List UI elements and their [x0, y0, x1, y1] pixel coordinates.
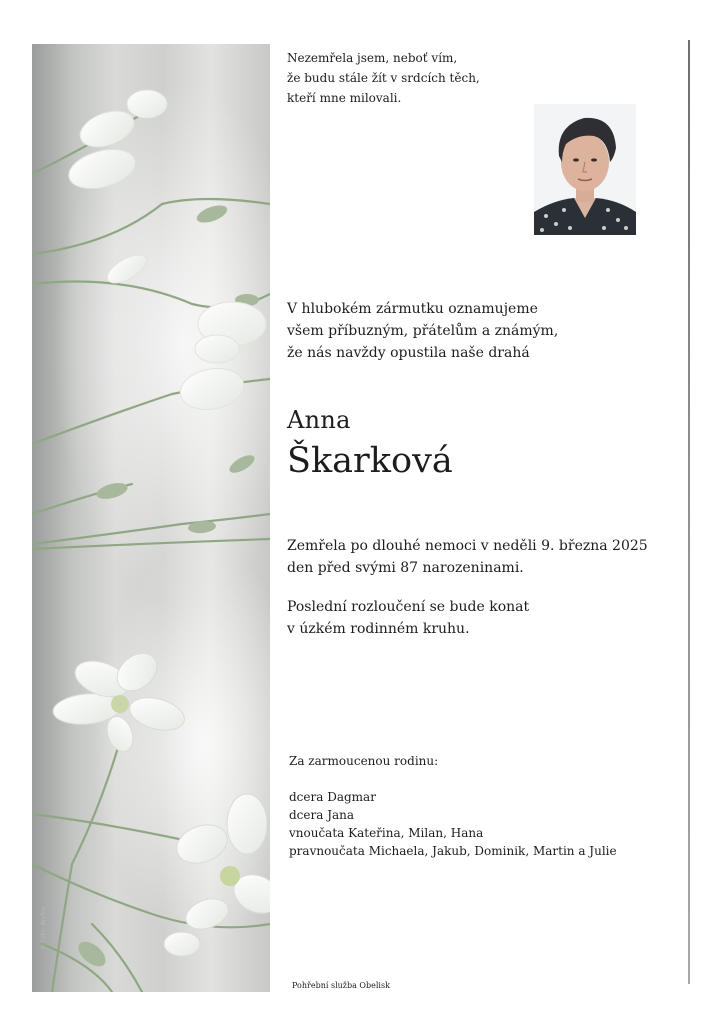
family-member: vnoučata Kateřina, Milan, Hana [289, 826, 484, 840]
announcement-intro [287, 298, 558, 364]
family-list [289, 788, 617, 860]
scan-edge-line [688, 40, 690, 984]
farewell-line: Poslední rozloučení se bude konat [287, 599, 530, 615]
death-notice [287, 535, 648, 579]
portrait-photo [534, 104, 636, 235]
poem-line: kteří mne milovali. [287, 91, 402, 105]
family-member: dcera Dagmar [289, 790, 376, 804]
photo-credit: © Foto: Archiv [40, 906, 47, 950]
poem-line: Nezemřela jsem, neboť vím, [287, 51, 458, 65]
death-notice-line: den před svými 87 narozeninami. [287, 560, 524, 576]
deceased-last-name: Škarková [287, 441, 453, 481]
funeral-service-name: Pohřební služba Obelisk [292, 981, 390, 990]
portrait-illustration [534, 104, 636, 235]
flower-image-panel [32, 44, 270, 992]
farewell-notice [287, 596, 529, 640]
death-notice-line: Zemřela po dlouhé nemoci v neděli 9. března 2025 [287, 538, 648, 554]
poem [287, 48, 480, 108]
intro-line: všem příbuzným, přátelům a známým, [287, 323, 559, 339]
farewell-line: v úzkém rodinném kruhu. [287, 621, 470, 637]
family-member: dcera Jana [289, 808, 355, 822]
poem-line: že budu stále žít v srdcích těch, [287, 71, 480, 85]
intro-line: že nás navždy opustila naše drahá [287, 345, 530, 361]
deceased-first-name: Anna [287, 406, 351, 434]
intro-line: V hlubokém zármutku oznamujeme [287, 301, 538, 317]
family-heading: Za zarmoucenou rodinu: [289, 754, 439, 768]
family-member: pravnoučata Michaela, Jakub, Dominik, Martin a Julie [289, 844, 617, 858]
white-flowers-illustration [32, 44, 270, 992]
